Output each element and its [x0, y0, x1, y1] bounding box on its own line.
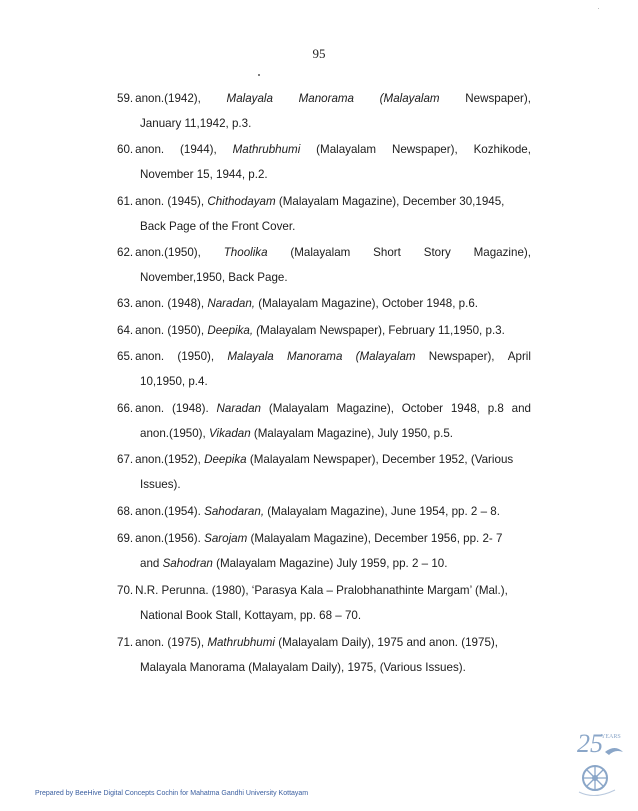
- university-jubilee-logo: [571, 722, 631, 802]
- reference-text: October: [401, 402, 444, 415]
- reference-text: anon. (1950),: [135, 324, 208, 337]
- reference-text: 1948,: [450, 402, 480, 415]
- reference-text: Story: [423, 246, 451, 259]
- page-number: 95: [312, 46, 326, 61]
- reference-lead: [117, 402, 164, 416]
- reference-text: (Malayalam Magazine), December 1956, pp. 2- 7: [247, 532, 503, 545]
- reference-title: Thoolika: [223, 246, 268, 259]
- reference-text: Short: [373, 246, 401, 259]
- reference-text: p.8: [487, 402, 504, 415]
- reference-title: Mathrubhumi: [207, 636, 275, 649]
- reference-text: and: [511, 402, 531, 415]
- reference-text: National Book Stall, Kottayam, pp. 68 – 70.: [140, 609, 362, 622]
- reference-continuation-line: [140, 478, 181, 492]
- reference-text: anon.(1950),: [135, 246, 201, 259]
- reference-number: 70.: [117, 584, 134, 597]
- reference-text: Malayalam Newspaper), February 11,1950, p.3.: [260, 324, 505, 337]
- reference-title: Malayala: [226, 92, 273, 105]
- reference-title: Vikadan: [208, 427, 251, 440]
- reference-text: Newspaper),: [428, 350, 495, 363]
- reference-text: (1948).: [171, 402, 209, 415]
- reference-number: 66.: [117, 402, 134, 415]
- reference-first-line: [117, 143, 531, 157]
- reference-text: and: [140, 557, 163, 570]
- reference-first-line: [117, 584, 531, 598]
- reference-title: Naradan: [216, 402, 262, 415]
- reference-text: anon.(1956).: [135, 532, 205, 545]
- reference-continuation-line: [140, 117, 251, 131]
- reference-text: November 15, 1944, p.2.: [140, 168, 268, 181]
- reference-text: (Malayalam Magazine), October 1948, p.6.: [255, 297, 478, 310]
- corner-mark: [598, 8, 599, 9]
- reference-text: anon.(1950),: [140, 427, 209, 440]
- reference-text: anon.: [135, 143, 165, 156]
- reference-text: Issues).: [140, 478, 181, 491]
- reference-continuation-line: [140, 609, 361, 623]
- reference-text: anon.(1942),: [135, 92, 201, 105]
- reference-text: Newspaper),: [465, 92, 531, 105]
- reference-number: 68.: [117, 505, 134, 518]
- reference-first-line: [117, 532, 531, 546]
- reference-lead: [117, 143, 164, 157]
- reference-title: Mathrubhumi: [232, 143, 301, 156]
- reference-continuation-line: [140, 661, 466, 675]
- reference-first-line: [117, 246, 531, 260]
- reference-text: (Malayalam: [316, 143, 377, 156]
- reference-text: (Malayalam Daily), 1975 and anon. (1975),: [275, 636, 498, 649]
- reference-text: (Malayalam Magazine) July 1959, pp. 2 – 10.: [212, 557, 448, 570]
- reference-title: (Malayalam: [355, 350, 416, 363]
- reference-number: 65.: [117, 350, 134, 363]
- reference-lead: [117, 92, 201, 106]
- reference-number: 60.: [117, 143, 134, 156]
- reference-number: 62.: [117, 246, 134, 259]
- reference-text: (Malayalam: [268, 402, 329, 415]
- reference-number: 64.: [117, 324, 134, 337]
- reference-text: Malayala Manorama (Malayalam Daily), 1975, (Various Issues).: [140, 661, 466, 674]
- reference-text: April: [507, 350, 531, 363]
- reference-text: (Malayalam Newspaper), December 1952, (Various: [246, 453, 514, 466]
- reference-title: Malayala: [227, 350, 274, 363]
- reference-continuation-line: [140, 168, 268, 182]
- reference-text: 10,1950, p.4.: [140, 375, 208, 388]
- reference-text: anon. (1948),: [135, 297, 208, 310]
- reference-title: Sahodaran,: [204, 505, 265, 518]
- reference-text: Back Page of the Front Cover.: [140, 220, 296, 233]
- reference-continuation-line: [140, 220, 295, 234]
- reference-first-line: [117, 636, 531, 650]
- reference-title: Naradan,: [207, 297, 256, 310]
- logo-word: YEARS: [601, 734, 621, 740]
- reference-text: November,1950, Back Page.: [140, 271, 288, 284]
- reference-text: anon.(1952),: [135, 453, 205, 466]
- reference-text: anon. (1975),: [135, 636, 208, 649]
- reference-text: Magazine),: [473, 246, 531, 259]
- reference-first-line: [117, 350, 531, 364]
- reference-text: anon.: [135, 402, 165, 415]
- reference-continuation-line: [140, 557, 447, 571]
- reference-text: (Malayalam Magazine), December 30,1945,: [275, 195, 505, 208]
- reference-number: 71.: [117, 636, 134, 649]
- reference-title: Sahodran: [162, 557, 213, 570]
- reference-text: (1944),: [180, 143, 217, 156]
- reference-continuation-line: [140, 375, 208, 389]
- reference-text: Kozhikode,: [473, 143, 531, 156]
- reference-text: (Malayalam: [290, 246, 351, 259]
- reference-text: (Malayalam Magazine), July 1950, p.5.: [250, 427, 454, 440]
- footer-credit: Prepared by BeeHive Digital Concepts Cochin for Mahatma Gandhi University Kottayam: [35, 790, 309, 797]
- reference-first-line: [117, 92, 531, 106]
- reference-lead: [117, 246, 201, 260]
- reference-first-line: [117, 505, 531, 519]
- reference-text: anon.: [135, 350, 165, 363]
- logo-numeral: 25: [577, 729, 603, 758]
- reference-text: Magazine),: [336, 402, 394, 415]
- reference-text: N.R. Perunna. (1980), ‘Parasya Kala – Pralobhanathinte Margam’ (Mal.),: [135, 584, 508, 597]
- reference-title: Chithodayam: [207, 195, 276, 208]
- reference-text: anon. (1945),: [135, 195, 208, 208]
- reference-first-line: [117, 195, 531, 209]
- reference-title: Deepika, (: [207, 324, 261, 337]
- reference-title: Deepika: [204, 453, 247, 466]
- reference-continuation-line: [140, 427, 453, 441]
- reference-title: Manorama: [286, 350, 343, 363]
- reference-number: 67.: [117, 453, 134, 466]
- reference-lead: [117, 350, 164, 364]
- reference-number: 63.: [117, 297, 134, 310]
- reference-text: (1950),: [177, 350, 215, 363]
- reference-first-line: [117, 453, 531, 467]
- reference-text: (Malayalam Magazine), June 1954, pp. 2 – 8.: [264, 505, 500, 518]
- reference-title: Sarojam: [204, 532, 248, 545]
- reference-number: 61.: [117, 195, 134, 208]
- reference-text: January 11,1942, p.3.: [140, 117, 252, 130]
- reference-continuation-line: [140, 271, 288, 285]
- stray-dot: [258, 74, 260, 76]
- reference-first-line: [117, 297, 531, 311]
- reference-number: 59.: [117, 92, 134, 105]
- reference-first-line: [117, 324, 531, 338]
- reference-title: (Malayalam: [379, 92, 440, 105]
- reference-first-line: [117, 402, 531, 416]
- reference-number: 69.: [117, 532, 134, 545]
- reference-title: Manorama: [298, 92, 355, 105]
- reference-text: anon.(1954).: [135, 505, 205, 518]
- reference-text: Newspaper),: [391, 143, 458, 156]
